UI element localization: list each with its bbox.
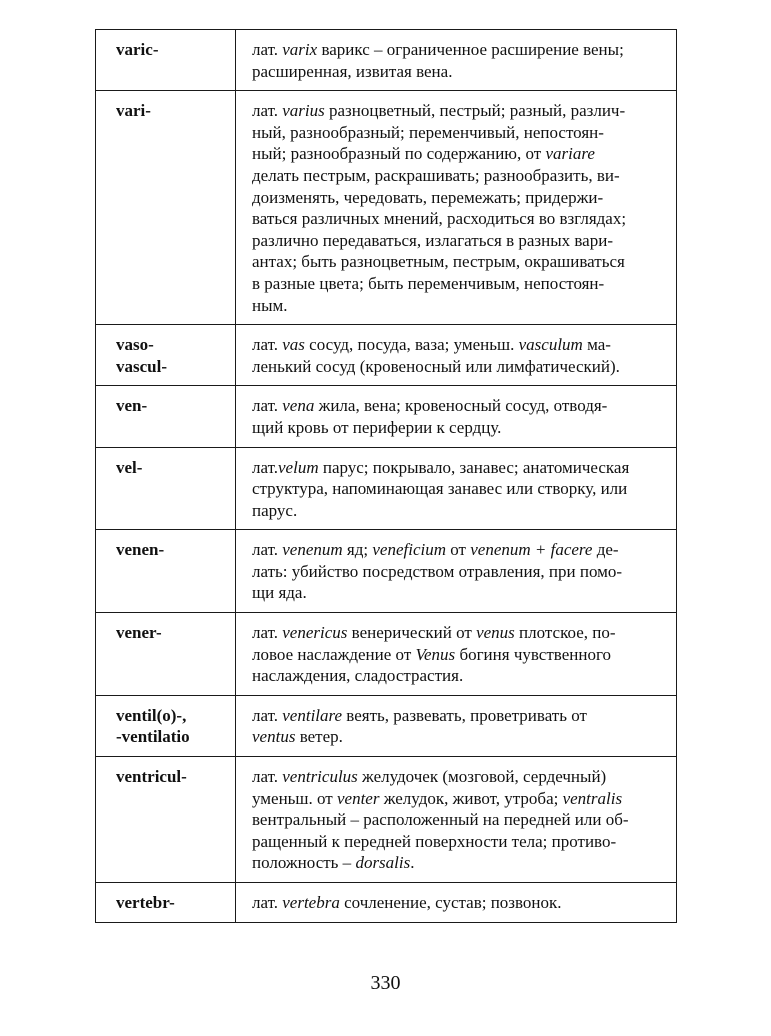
definition-line bbox=[252, 665, 664, 687]
definition-line bbox=[252, 809, 664, 831]
term-cell bbox=[96, 447, 236, 530]
term-text: vaso- bbox=[116, 335, 154, 355]
dictionary-table bbox=[95, 29, 677, 923]
definition-text: лат. bbox=[252, 335, 283, 355]
definition-text: парус. bbox=[252, 500, 298, 520]
definition-line bbox=[252, 852, 664, 874]
latin-term: ventus bbox=[252, 727, 296, 747]
definition-text: наслаждения, сладострастия. bbox=[252, 666, 464, 686]
definition-line bbox=[252, 251, 664, 273]
term-text: vener- bbox=[116, 623, 162, 643]
table-row bbox=[96, 757, 677, 883]
latin-term: velum bbox=[278, 457, 319, 477]
term-text: ventil(o)-, bbox=[116, 705, 187, 725]
definition-text: щи яда. bbox=[252, 583, 307, 603]
definition-line bbox=[252, 539, 664, 561]
latin-term: venus bbox=[476, 623, 515, 643]
term-text: venen- bbox=[116, 540, 165, 560]
table-row bbox=[96, 530, 677, 613]
latin-term: vasculum bbox=[518, 335, 583, 355]
definition-line bbox=[252, 788, 664, 810]
definition-text: расширенная, извитая вена. bbox=[252, 61, 453, 81]
latin-term: veneficium bbox=[372, 540, 447, 560]
definition-line bbox=[252, 892, 664, 914]
definition-line bbox=[252, 417, 664, 439]
definition-cell bbox=[236, 530, 677, 613]
definition-text: лат. bbox=[252, 396, 283, 416]
term-text: ven- bbox=[116, 396, 148, 416]
definition-text: ма- bbox=[582, 335, 611, 355]
definition-line bbox=[252, 831, 664, 853]
definition-line bbox=[252, 457, 664, 479]
definition-line bbox=[252, 230, 664, 252]
definition-cell bbox=[236, 613, 677, 696]
definition-text: . bbox=[410, 853, 415, 873]
definition-text: ным. bbox=[252, 295, 288, 315]
table-row bbox=[96, 447, 677, 530]
definition-cell bbox=[236, 386, 677, 447]
definition-text: антах; быть разноцветным, пестрым, окрашиваться bbox=[252, 252, 625, 272]
latin-term: Venus bbox=[415, 644, 456, 664]
definition-line bbox=[252, 100, 664, 122]
latin-term: venenum + facere bbox=[470, 540, 593, 560]
term-cell bbox=[96, 386, 236, 447]
definition-text: парус; покрывало, занавес; анатомическая bbox=[318, 457, 630, 477]
definition-text: венерический от bbox=[347, 623, 477, 643]
definition-text: лат. bbox=[252, 623, 283, 643]
definition-text: ленький сосуд (кровеносный или лимфатический). bbox=[252, 356, 620, 376]
definition-text: щий кровь от периферии к сердцу. bbox=[252, 417, 502, 437]
definition-text: желудочек (мозговой, сердечный) bbox=[357, 767, 607, 787]
definition-line bbox=[252, 766, 664, 788]
definition-text: делать пестрым, раскрашивать; разнообразить, ви- bbox=[252, 165, 620, 185]
definition-text: лать: убийство посредством отравления, при помо- bbox=[252, 561, 623, 581]
definition-text: лат. bbox=[252, 457, 278, 477]
table-row bbox=[96, 695, 677, 756]
definition-cell bbox=[236, 757, 677, 883]
definition-text: лат. bbox=[252, 767, 283, 787]
definition-text: различно передаваться, излагаться в разных вари- bbox=[252, 230, 613, 250]
term-text: vel- bbox=[116, 457, 143, 477]
definition-text: де- bbox=[592, 540, 619, 560]
definition-line bbox=[252, 187, 664, 209]
definition-text: желудок, живот, утроба; bbox=[379, 788, 563, 808]
term-cell bbox=[96, 757, 236, 883]
definition-text: положность – bbox=[252, 853, 356, 873]
dictionary-table-body bbox=[96, 30, 677, 923]
definition-text: разноцветный, пестрый; разный, различ- bbox=[324, 101, 626, 121]
latin-term: venenum bbox=[282, 540, 343, 560]
definition-line bbox=[252, 726, 664, 748]
latin-term: variare bbox=[545, 144, 595, 164]
table-row bbox=[96, 883, 677, 923]
definition-line bbox=[252, 561, 664, 583]
definition-text: ный; разнообразный по содержанию, от bbox=[252, 144, 546, 164]
definition-text: в разные цвета; быть переменчивым, непостоян- bbox=[252, 273, 605, 293]
table-row bbox=[96, 30, 677, 91]
term-text: vascul- bbox=[116, 356, 167, 376]
latin-term: varix bbox=[282, 40, 318, 59]
term-text: varic- bbox=[116, 40, 159, 59]
definition-line bbox=[252, 39, 664, 61]
definition-line bbox=[252, 208, 664, 230]
term-cell bbox=[96, 883, 236, 923]
definition-text: жила, вена; кровеносный сосуд, отводя- bbox=[314, 396, 608, 416]
definition-text: ный, разнообразный; переменчивый, непостоян- bbox=[252, 122, 604, 142]
definition-cell bbox=[236, 91, 677, 325]
table-row bbox=[96, 91, 677, 325]
term-text: vari- bbox=[116, 101, 151, 121]
term-text: -ventilatio bbox=[116, 727, 190, 747]
definition-text: ращенный к передней поверхности тела; противо- bbox=[252, 831, 617, 851]
term-cell bbox=[96, 613, 236, 696]
definition-text: богиня чувственного bbox=[455, 644, 611, 664]
table-row bbox=[96, 613, 677, 696]
definition-line bbox=[252, 295, 664, 317]
latin-term: ventralis bbox=[562, 788, 623, 808]
definition-text: лат. bbox=[252, 893, 283, 912]
latin-term: vertebra bbox=[282, 893, 340, 912]
definition-line bbox=[252, 334, 664, 356]
page-number: 330 bbox=[370, 972, 401, 994]
definition-line bbox=[252, 395, 664, 417]
definition-text: уменьш. от bbox=[252, 788, 337, 808]
definition-text: сочленение, сустав; позвонок. bbox=[339, 893, 562, 912]
definition-text: от bbox=[446, 540, 471, 560]
definition-text: веять, развевать, проветривать от bbox=[342, 705, 587, 725]
definition-text: яд; bbox=[342, 540, 373, 560]
definition-text: плотское, по- bbox=[514, 623, 616, 643]
definition-line bbox=[252, 705, 664, 727]
table-row bbox=[96, 386, 677, 447]
definition-cell bbox=[236, 30, 677, 91]
definition-line bbox=[252, 622, 664, 644]
definition-text: лат. bbox=[252, 101, 283, 121]
latin-term: ventriculus bbox=[282, 767, 358, 787]
definition-line bbox=[252, 273, 664, 295]
latin-term: vena bbox=[282, 396, 315, 416]
definition-text: ловое наслаждение от bbox=[252, 644, 416, 664]
table-row bbox=[96, 325, 677, 386]
latin-term: ventilare bbox=[282, 705, 343, 725]
definition-line bbox=[252, 61, 664, 83]
definition-line bbox=[252, 500, 664, 522]
latin-term: venter bbox=[336, 788, 380, 808]
definition-line bbox=[252, 143, 664, 165]
definition-text: доизменять, чередовать, перемежать; придержи- bbox=[252, 187, 604, 207]
definition-text: лат. bbox=[252, 705, 283, 725]
term-cell bbox=[96, 91, 236, 325]
definition-text: ветер. bbox=[295, 727, 343, 747]
definition-line bbox=[252, 165, 664, 187]
definition-cell bbox=[236, 695, 677, 756]
term-cell bbox=[96, 530, 236, 613]
definition-text: лат. bbox=[252, 540, 283, 560]
term-cell bbox=[96, 325, 236, 386]
definition-text: варикс – ограниченное расширение вены; bbox=[317, 40, 624, 59]
latin-term: vas bbox=[282, 335, 305, 355]
definition-line bbox=[252, 122, 664, 144]
latin-term: varius bbox=[282, 101, 325, 121]
definition-text: ваться различных мнений, расходиться во взглядах; bbox=[252, 209, 627, 229]
definition-text: сосуд, посуда, ваза; уменьш. bbox=[304, 335, 519, 355]
term-cell bbox=[96, 30, 236, 91]
definition-line bbox=[252, 582, 664, 604]
definition-text: вентральный – расположенный на передней или об- bbox=[252, 810, 629, 830]
definition-cell bbox=[236, 447, 677, 530]
term-text: vertebr- bbox=[116, 893, 175, 912]
definition-line bbox=[252, 478, 664, 500]
latin-term: dorsalis bbox=[355, 853, 411, 873]
definition-line bbox=[252, 356, 664, 378]
term-cell bbox=[96, 695, 236, 756]
definition-cell bbox=[236, 883, 677, 923]
definition-cell bbox=[236, 325, 677, 386]
definition-text: структура, напоминающая занавес или створку, или bbox=[252, 479, 628, 499]
term-text: ventricul- bbox=[116, 767, 187, 787]
definition-text: лат. bbox=[252, 40, 283, 59]
latin-term: venericus bbox=[282, 623, 348, 643]
definition-line bbox=[252, 644, 664, 666]
